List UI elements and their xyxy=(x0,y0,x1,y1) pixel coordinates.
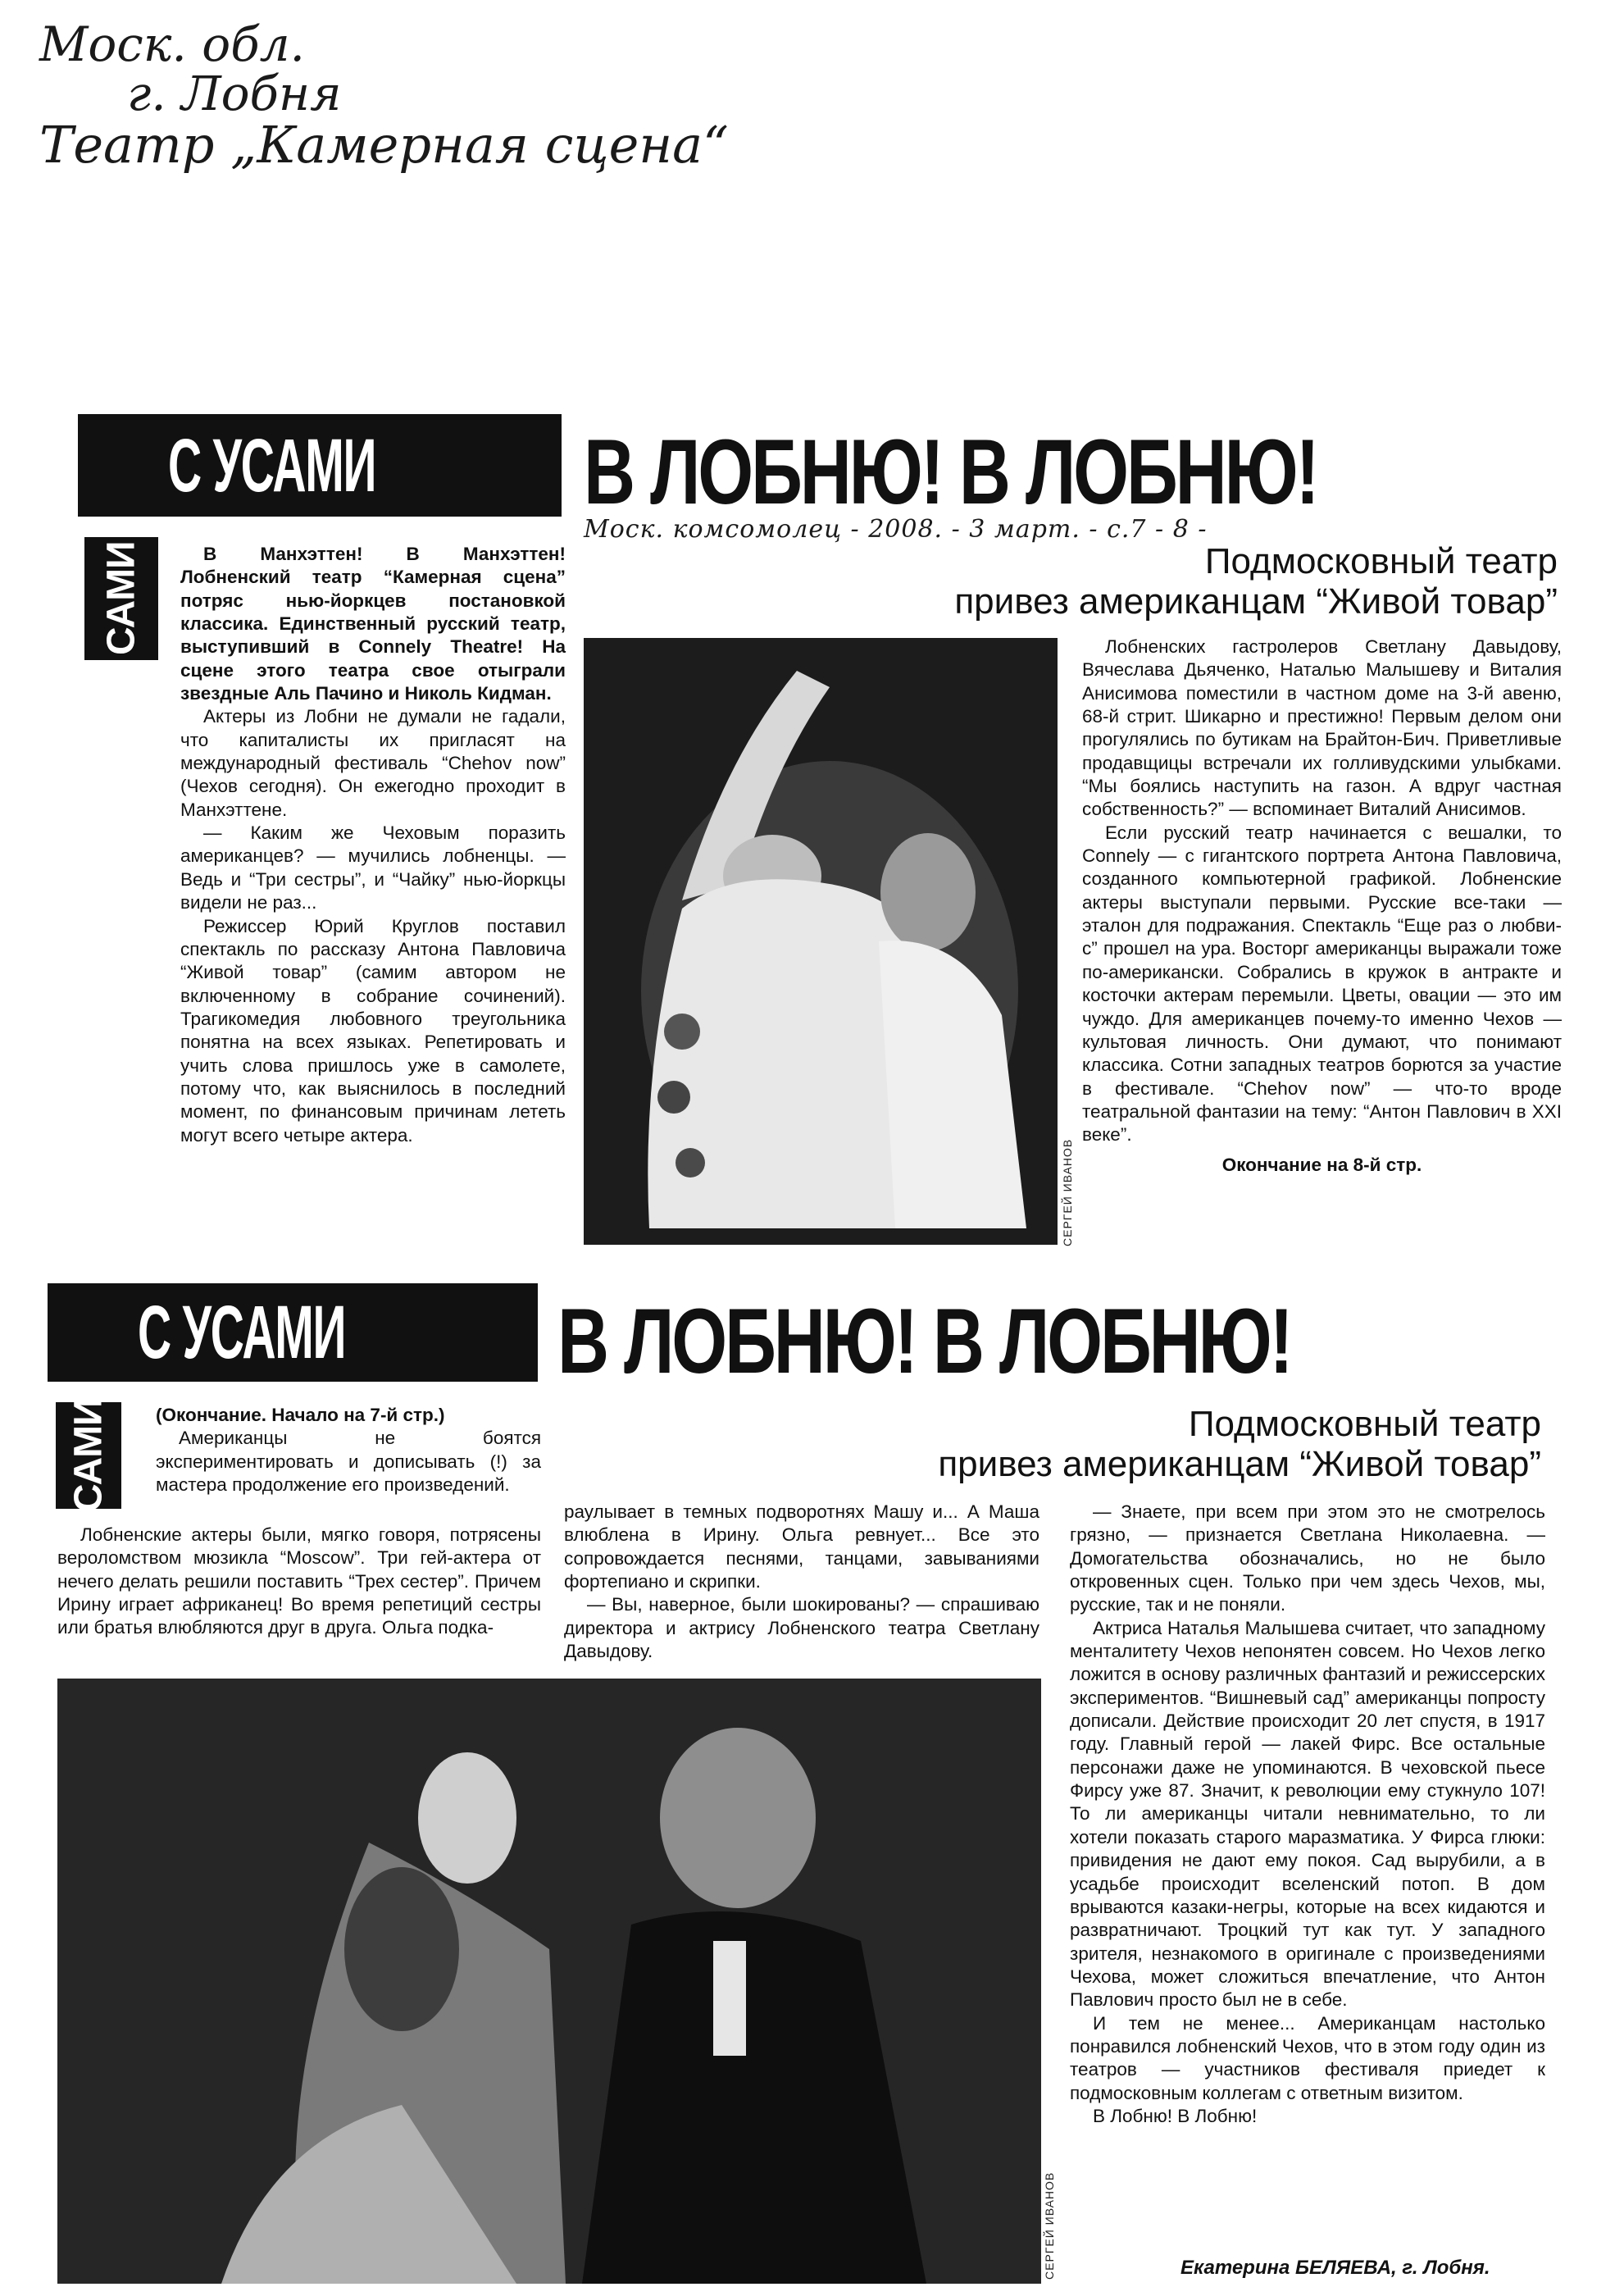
clip1-source-note: Моск. комсомолец - 2008. - 3 март. - с.7 - 8 - xyxy=(584,515,1208,544)
clip2-photo-credit: СЕРГЕЙ ИВАНОВ xyxy=(1043,2171,1056,2280)
clip1-left-paragraph: Актеры из Лобни не думали не гадали, что капиталисты их пригласят на международный фестиваль “Chehov now” (Чехов сегодня). Он ежегодно проходит в Манхэттене. xyxy=(180,706,566,820)
clip1-subtitle-line2: привез американцам “Живой товар” xyxy=(954,581,1558,622)
clip1-subtitle xyxy=(853,541,1558,622)
clip1-lead-paragraph: В Манхэттен! В Манхэттен! Лобненский театр “Камерная сцена” потряс нью-йоркцев постановкой классика. Единственный русский театр, выступивший в Connely Theatre! На сцене этого театра свое отыграли звездные Аль Пачино и Николь Кидман. xyxy=(180,544,566,704)
clip2-subtitle-line2: привез американцам “Живой товар” xyxy=(938,1444,1541,1485)
clip1-subtitle-line1: Подмосковный театр xyxy=(1204,541,1558,581)
clip1-photo-image xyxy=(584,638,1058,1245)
clip2-continuation-label: (Окончание. Начало на 7-й стр.) xyxy=(156,1405,445,1425)
clip2-left-paragraph: Лобненские актеры были, мягко говоря, потрясены вероломством мюзикла “Moscow”. Три гей-актера от нечего делать решили поставить “Трех сестер”. Причем Ирину играет африканец! Во время репетиций сестры или братья влюбляются друг в друга. Ольга подка- xyxy=(57,1524,541,1638)
clip1-right-column xyxy=(1082,636,1562,1177)
clip2-right-paragraph: — Знаете, при всем при этом это не смотрелось грязно, — признается Светлана Николаевна. — Домогательства обозначались, но не было откровенных сцен. Только при чем здесь Чехов, мы, русские, так и не поняли. xyxy=(1070,1501,1545,1615)
clip2-right-paragraph: Актриса Наталья Малышева считает, что западному менталитету Чехов непонятен совсем. Но Чехов легко ложится в основу различных фантазий и режиссерских экспериментов. “Вишневый сад” американцы попросту дописали. Действие происходит 20 лет спустя, в 1917 году. Главный герой — лакей Фирс. Все остальные персонажи даже не упоминаются. В чеховской пьесе Фирсу уже 87. Значит, к революции ему стукнуло 107! То ли американцы читали невнимательно, то ли хотели показать старого маразматика. У Фирса глюки: привидения не дают ему покоя. Сад вырубили, а в усадьбе происходит вселенский потоп. В дом врываются казаки-негры, которые на всех кидаются и развратничают. Троцкий тут как тут. У западного зрителя, незнакомого в оригинале с произведениями Чехова, может сложиться впечатление, что Антон Павлович просто был не в себе. xyxy=(1070,1617,1545,2011)
clip2-subtitle-line1: Подмосковный театр xyxy=(1188,1404,1541,1444)
clip2-intro-column xyxy=(156,1404,541,1496)
clip2-right-column xyxy=(1070,1501,1545,2128)
clip2-middle-paragraph: — Вы, наверное, были шокированы? — спрашиваю директора и актрису Лобненского театра Светлану Давыдову. xyxy=(564,1594,1039,1662)
clip2-middle-column xyxy=(564,1501,1039,1663)
clip2-subtitle xyxy=(820,1404,1541,1485)
clip2-rubric-text: С УСАМИ xyxy=(138,1291,346,1374)
clip1-rubric-text: С УСАМИ xyxy=(168,423,376,508)
clip2-photo xyxy=(57,1679,1041,2284)
clip2-right-paragraph: В Лобню! В Лобню! xyxy=(1093,2105,1258,2126)
clip2-rubric xyxy=(48,1283,538,1382)
clip2-right-paragraph: И тем не менее... Американцам настолько понравился лобненский Чехов, что в этом году один из театров — участников фестиваля приедет к подмосковным коллегам с ответным визитом. xyxy=(1070,2012,1545,2103)
clip2-photo-image xyxy=(57,1679,1041,2284)
clip1-right-paragraph: Если русский театр начинается с вешалки, то Connely — с гигантского портрета Антона Павловича, созданного компьютерной графикой. Лобненские актеры выступали первыми. Русские все-таки — эталон для подражания. Спектакль “Еще раз о любви-с” прошел на ура. Восторг американцы выражали тоже по-американски. Собрались в кружок в антракте и косточки актерам перемыли. Цветы, овации — это им чуждо. Для американцев почему-то именно Чехов — культовая личность. Они думают, что понимают классика. Сотни западных театров борются за участие в фестивале. “Chehov now” — что-то вроде театральной фантазии на тему: “Антон Павлович в XXI веке”. xyxy=(1082,822,1562,1146)
clip2-side-label: САМИ xyxy=(56,1402,121,1509)
clip1-side-label: САМИ xyxy=(84,537,158,660)
clip1-rubric xyxy=(78,414,562,517)
clip1-right-paragraph: Лобненских гастролеров Светлану Давыдову, Вячеслава Дьяченко, Наталью Малышеву и Виталия Анисимова поместили в частном доме на 3-й авеню, 68-й стрит. Шикарно и престижно! Первым делом они прогулялись по бутикам на Брайтон-Бич. Приветливые продавщицы встречали их голливудскими улыбками. “Мы боялись наступить на газон. А вдруг частная собственность?” — вспоминает Виталий Анисимов. xyxy=(1082,636,1562,820)
clip1-left-paragraph: — Каким же Чеховым поразить американцев? — мучились лобненцы. — Ведь и “Три сестры”, и “Чайку” нью-йоркцы видели не раз... xyxy=(180,822,566,913)
clip1-headline: В ЛОБНЮ! В ЛОБНЮ! xyxy=(584,421,1317,523)
clip2-byline: Екатерина БЕЛЯЕВА, г. Лобня. xyxy=(1180,2257,1490,2279)
handwritten-note-line3: Театр „Камерная сцена“ xyxy=(39,115,729,175)
clip1-left-column xyxy=(180,543,566,1147)
handwritten-note-line1: Моск. обл. xyxy=(39,16,305,72)
clip2-intro-paragraph: Американцы не боятся экспериментировать и дописывать (!) за мастера продолжение его произведений. xyxy=(156,1428,541,1496)
clip1-photo-credit: СЕРГЕЙ ИВАНОВ xyxy=(1061,1138,1074,1246)
clip1-photo xyxy=(584,638,1058,1245)
clip1-left-paragraph: Режиссер Юрий Круглов поставил спектакль по рассказу Антона Павловича “Живой товар” (самим автором не включенному в собрание сочинений). Трагикомедия любовного треугольника понятна на всех языках. Репетировать и учить слова пришлось уже в самолете, потому что, как выяснилось в последний момент, по финансовым причинам лететь могут всего четыре актера. xyxy=(180,915,566,1146)
clip1-continued-note: Окончание на 8-й стр. xyxy=(1221,1154,1422,1175)
clip2-left-wide-column xyxy=(57,1524,541,1640)
clip2-middle-paragraph: раулывает в темных подворотнях Машу и... А Маша влюблена в Ирину. Ольга ревнует... Все это сопровождается песнями, танцами, завываниями фортепиано и скрипки. xyxy=(564,1501,1039,1592)
clip2-headline: В ЛОБНЮ! В ЛОБНЮ! xyxy=(557,1290,1291,1392)
handwritten-note-line2: г. Лобня xyxy=(127,66,342,121)
